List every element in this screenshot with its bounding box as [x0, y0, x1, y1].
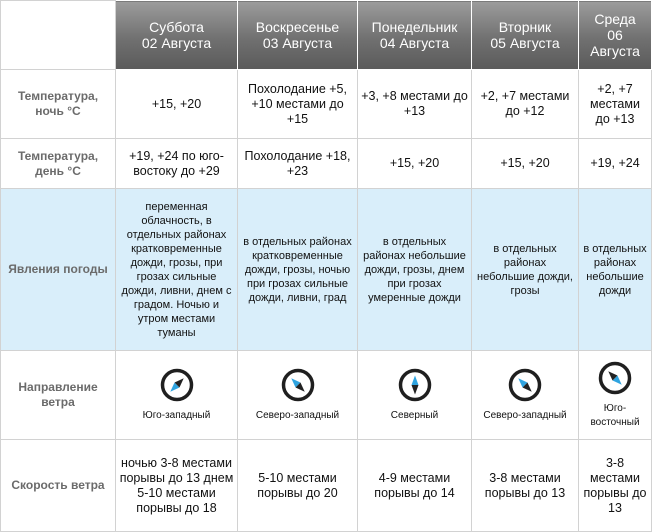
night-temp-cell: Похолодание +5, +10 местами до +15 — [238, 70, 358, 139]
night-temp-cell: +15, +20 — [116, 70, 238, 139]
compass-nw-icon — [507, 367, 543, 403]
day-header — [116, 1, 238, 70]
header-row — [1, 1, 652, 70]
wind-speed-cell: 5-10 местами порывы до 20 — [238, 440, 358, 532]
day-temp-cell: Похолодание +18, +23 — [238, 139, 358, 189]
day-header — [579, 1, 652, 70]
weather-phenomena-row — [1, 189, 652, 351]
row-label: Направление ветра — [1, 351, 116, 440]
compass-n-icon — [397, 367, 433, 403]
day-date: 05 Августа — [490, 35, 560, 51]
day-header — [358, 1, 472, 70]
wind-speed-row — [1, 440, 652, 532]
day-date: 04 Августа — [379, 35, 450, 51]
wind-direction-cell — [116, 351, 238, 440]
day-header — [238, 1, 358, 70]
wind-direction-label: Юго-восточный — [590, 403, 640, 428]
night-temp-cell: +3, +8 местами до +13 — [358, 70, 472, 139]
phenomena-cell: в отдельных районах кратковременные дожди, грозы, ночью при грозах сильные дожди, ливни, град — [238, 189, 358, 351]
wind-direction-cell — [579, 351, 652, 440]
day-weekday: Среда — [594, 11, 636, 27]
row-label: Температура, день °C — [1, 139, 116, 189]
phenomena-cell: в отдельных районах небольшие дожди, грозы, днем при грозах умеренные дожди — [358, 189, 472, 351]
day-date: 06 Августа — [590, 27, 640, 59]
corner-cell — [1, 1, 116, 70]
wind-direction-cell — [472, 351, 579, 440]
wind-direction-cell — [358, 351, 472, 440]
phenomena-cell: переменная облачность, в отдельных районах кратковременные дожди, грозы, при грозах сильные дожди, ливни, днем с градом. Ночью и утром местами туманы — [116, 189, 238, 351]
day-weekday: Понедельник — [371, 19, 458, 35]
day-weekday: Воскресенье — [255, 19, 340, 35]
compass-nw-icon — [280, 367, 316, 403]
wind-direction-cell — [238, 351, 358, 440]
wind-speed-cell: 3-8 местами порывы до 13 — [579, 440, 652, 532]
night-temp-cell: +2, +7 местами до +12 — [472, 70, 579, 139]
day-header — [472, 1, 579, 70]
wind-direction-label: Северный — [390, 410, 439, 421]
day-date: 02 Августа — [141, 35, 212, 51]
phenomena-cell: в отдельных районах небольшие дожди, грозы — [472, 189, 579, 351]
wind-direction-label: Северо-западный — [483, 410, 567, 421]
night-temp-cell: +2, +7 местами до +13 — [579, 70, 652, 139]
compass-sw-icon — [159, 367, 195, 403]
day-temp-cell: +19, +24 — [579, 139, 652, 189]
wind-speed-cell: 3-8 местами порывы до 13 — [472, 440, 579, 532]
day-temp-cell: +15, +20 — [358, 139, 472, 189]
row-label: Явления погоды — [1, 189, 116, 351]
wind-speed-cell: ночью 3-8 местами порывы до 13 днем 5-10 местами порывы до 18 — [116, 440, 238, 532]
row-label: Температура, ночь °C — [1, 70, 116, 139]
wind-direction-row — [1, 351, 652, 440]
wind-direction-label: Юго-западный — [142, 410, 211, 421]
day-temp-cell: +19, +24 по юго-востоку до +29 — [116, 139, 238, 189]
wind-direction-label: Северо-западный — [255, 410, 340, 421]
day-date: 03 Августа — [262, 35, 333, 51]
compass-se-icon — [597, 360, 633, 396]
row-label: Скорость ветра — [1, 440, 116, 532]
day-weekday: Вторник — [498, 19, 552, 35]
phenomena-cell: в отдельных районах небольшие дожди — [579, 189, 652, 351]
night-temperature-row — [1, 70, 652, 139]
day-temp-cell: +15, +20 — [472, 139, 579, 189]
day-weekday: Суббота — [149, 19, 204, 35]
day-temperature-row — [1, 139, 652, 189]
wind-speed-cell: 4-9 местами порывы до 14 — [358, 440, 472, 532]
